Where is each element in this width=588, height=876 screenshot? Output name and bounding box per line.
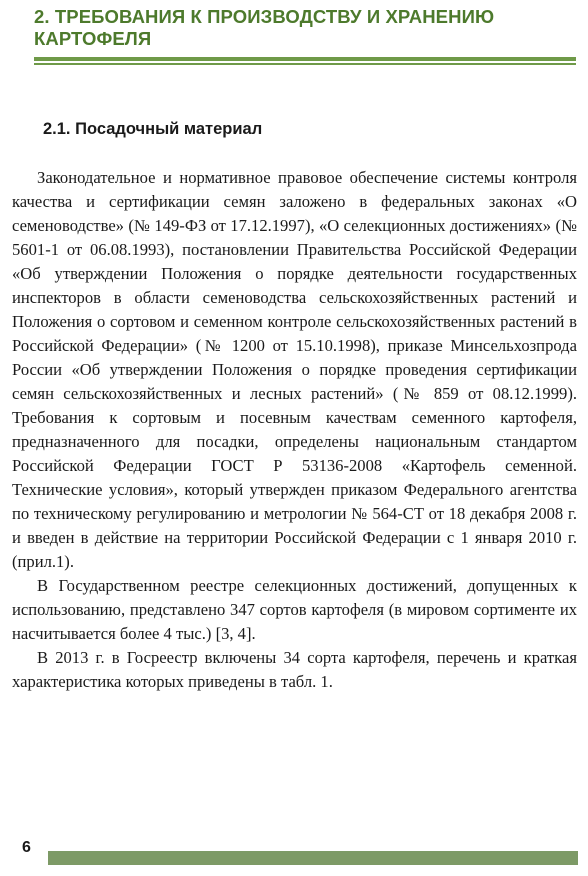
header-rule-thin <box>34 63 576 65</box>
chapter-title: 2. ТРЕБОВАНИЯ К ПРОИЗВОДСТВУ И ХРАНЕНИЮ КАРТОФЕЛЯ <box>34 6 495 49</box>
page-number: 6 <box>22 839 31 856</box>
header-rule-thick <box>34 57 576 61</box>
section-title: 2.1. Посадочный материал <box>43 120 263 138</box>
paragraph-legal-framework: Законодательное и нормативное правовое обеспечение системы контроля качества и сертификации семян заложено в федеральных законах «О семеноводстве» (№ 149-ФЗ от 17.12.1997), «О селекционных достижениях» (№ 5601-1 от 06.08.1993), постановлении Правительства Российской Федерации «Об утверждении Положения о порядке деятельности государственных инспекторов в области семеноводства сельскохозяйственных растений и Положения о сортовом и семенном контроле сельскохозяйственных растений в Российской Федерации» (№ 1200 от 15.10.1998), приказе Минсельхозпрода России «Об утверждении Положения о порядке проведения сертификации семян сельскохозяйственных и лесных растений» (№ 859 от 08.12.1999). Требования к сортовым и посевным качествам семенного картофеля, предназначенного для посадки, определены национальным стандартом Российской Федерации ГОСТ Р 53136-2008 «Картофель семенной. Технические условия», который утвержден приказом Федерального агентства по техническому регулированию и метрологии № 564-СТ от 18 декабря 2008 г. и введен в действие на территории Российской Федерации с 1 января 2010 г. (прил.1). <box>12 168 577 571</box>
paragraph-2013-varieties: В 2013 г. в Госреестр включены 34 сорта картофеля, перечень и краткая характеристика которых приведены в табл. 1. <box>12 648 577 691</box>
footer-bar <box>48 851 578 865</box>
paragraph-state-register: В Государственном реестре селекционных достижений, допущенных к использованию, представлено 347 сортов картофеля (в мировом сортименте их насчитывается более 4 тыс.) [3, 4]. <box>12 576 577 643</box>
body-text <box>12 166 577 694</box>
